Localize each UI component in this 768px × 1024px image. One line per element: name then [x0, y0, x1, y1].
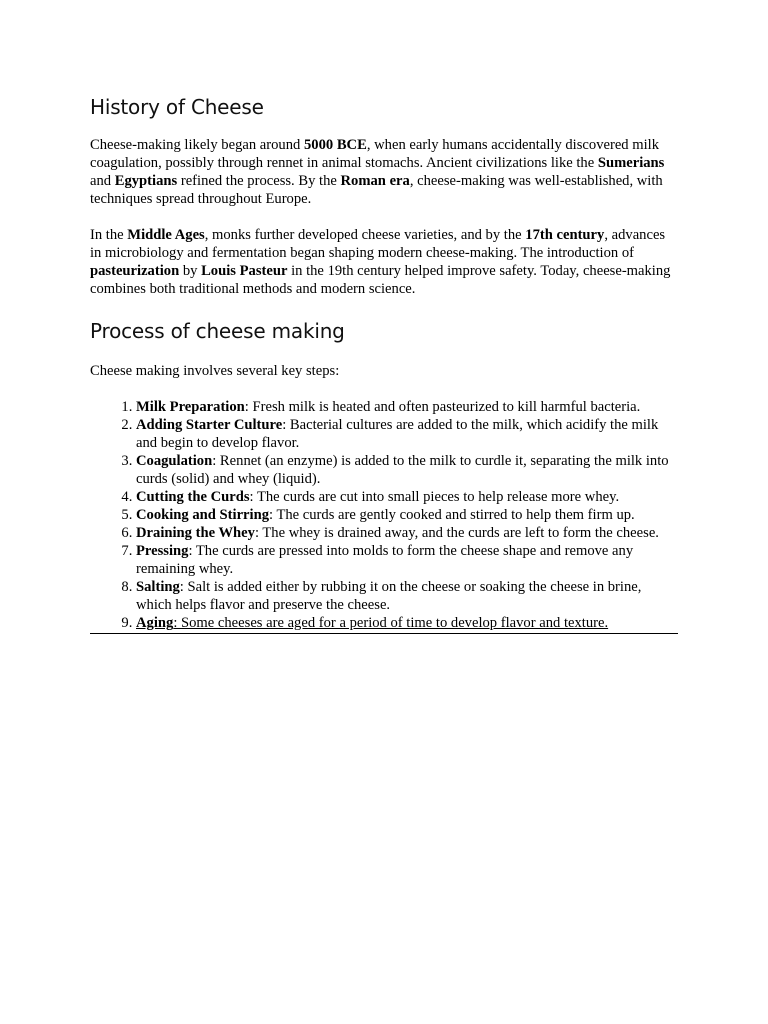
list-item [136, 488, 680, 506]
step-term: Cutting the Curds [136, 489, 250, 505]
text-run: , cheese-making was well-established, with techniques spread throughout Europe. [90, 173, 663, 207]
bold-term: Egyptians [114, 173, 178, 189]
bold-term: 17th century [525, 227, 605, 243]
step-term: Pressing [136, 543, 189, 559]
list-item [136, 578, 680, 614]
text-run: by [179, 263, 202, 279]
list-item [136, 452, 680, 488]
bold-term: 5000 BCE [303, 137, 367, 153]
bold-term: Louis Pasteur [201, 263, 288, 279]
document-page [90, 94, 680, 632]
bold-term: Middle Ages [127, 227, 205, 243]
step-description: : The whey is drained away, and the curds are left to form the cheese. [254, 525, 659, 541]
step-description: : Rennet (an enzyme) is added to the milk to curdle it, separating the milk into curds (solid) and whey (liquid). [136, 453, 669, 487]
text-run: In the [90, 227, 128, 243]
text-run: , when early humans accidentally discovered milk coagulation, possibly through rennet in animal stomachs. Ancient civilizations like the [90, 137, 660, 171]
step-term: Cooking and Stirring [136, 507, 269, 523]
step-term: Draining the Whey [136, 525, 255, 541]
bold-term: Roman era [340, 173, 410, 189]
list-item [136, 416, 680, 452]
text-run: Cheese-making likely began around [90, 137, 304, 153]
history-paragraph-2 [90, 226, 680, 298]
step-description: : The curds are pressed into molds to form the cheese shape and remove any remaining whey. [136, 543, 634, 577]
history-heading: History of Cheese [90, 95, 264, 119]
step-description: : The curds are gently cooked and stirred to help them firm up. [269, 507, 635, 523]
bold-term: Sumerians [597, 155, 665, 171]
step-term: Aging [136, 615, 174, 631]
step-term: Coagulation [136, 453, 213, 469]
list-item [136, 398, 680, 416]
step-term: Adding Starter Culture [136, 417, 283, 433]
text-run: refined the process. By the [177, 173, 341, 189]
bold-term: pasteurization [90, 263, 180, 279]
text-run: in the 19th century helped improve safety. Today, cheese-making combines both traditional methods and modern science. [90, 263, 671, 297]
step-term: Salting [136, 579, 180, 595]
history-paragraph-1 [90, 136, 680, 208]
step-description: : Salt is added either by rubbing it on the cheese or soaking the cheese in brine, which helps flavor and preserve the cheese. [136, 579, 642, 613]
list-item [136, 542, 680, 578]
text-run: and [90, 173, 115, 189]
step-description: : Fresh milk is heated and often pasteurized to kill harmful bacteria. [244, 399, 641, 415]
step-description: : The curds are cut into small pieces to help release more whey. [249, 489, 620, 505]
step-description: : Some cheeses are aged for a period of time to develop flavor and texture. [173, 615, 609, 631]
process-intro: Cheese making involves several key steps: [90, 363, 340, 379]
step-description: : Bacterial cultures are added to the milk, which acidify the milk and begin to develop flavor. [136, 417, 659, 451]
text-run: , advances in microbiology and fermentation began shaping modern cheese-making. The introduction of [90, 227, 666, 261]
process-steps-list [90, 398, 680, 632]
text-run: , monks further developed cheese varieties, and by the [204, 227, 526, 243]
list-item [136, 614, 680, 632]
step-term: Milk Preparation [136, 399, 245, 415]
list-item [136, 524, 680, 542]
list-item [136, 506, 680, 524]
horizontal-rule [90, 633, 678, 634]
process-heading: Process of cheese making [90, 319, 345, 343]
